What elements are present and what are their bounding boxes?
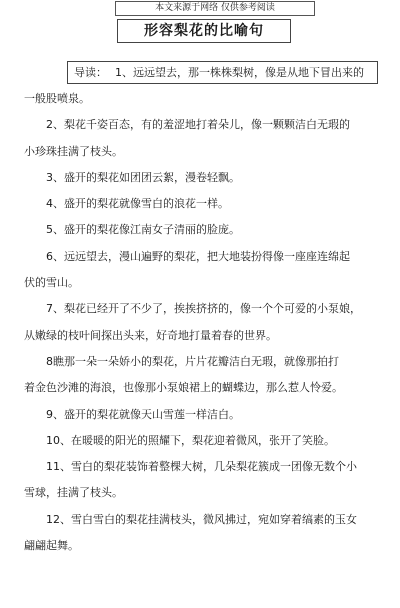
text-line: 伏的雪山。 bbox=[24, 276, 79, 290]
guide-box bbox=[67, 61, 378, 84]
text-line: 9、盛开的梨花就像天山雪莲一样洁白。 bbox=[46, 407, 240, 421]
text-line: 7、梨花已经开了不少了，挨挨挤挤的，像一个个可爱的小泵娘， bbox=[46, 302, 361, 316]
guide-text: 1、远远望去，那一株株梨树，像是从地下冒出来的 bbox=[115, 66, 364, 79]
text-line: 8瞧那一朵一朵娇小的梨花，片片花瓣洁白无瑕，就像那拍打 bbox=[46, 354, 339, 368]
text-line: 2、梨花千姿百态，有的羞涩地打着朵儿，像一颗颗洁白无瑕的 bbox=[46, 118, 350, 132]
text-line: 12、雪白雪白的梨花挂满枝头，微风拂过，宛如穿着缟素的玉女 bbox=[46, 512, 357, 526]
text-line: 着金色沙滩的海浪，也像那小泵娘裙上的蝴蝶边，那么惹人怜爱。 bbox=[24, 381, 343, 395]
guide-label: 导读： bbox=[74, 66, 107, 79]
text-line: 4、盛开的梨花就像雪白的浪花一样。 bbox=[46, 197, 229, 211]
text-line: 一般股喷泉。 bbox=[24, 92, 90, 105]
text-line: 从嫩绿的枝叶间探出头来，好奇地打量着春的世界。 bbox=[24, 328, 277, 342]
body-text bbox=[24, 86, 376, 559]
text-line: 5、盛开的梨花像江南女子清丽的脸庞。 bbox=[46, 223, 240, 237]
page-title: 形容梨花的比喻句 bbox=[117, 19, 291, 43]
text-line: 11、雪白的梨花装饰着整棵大树，几朵梨花簇成一团像无数个小 bbox=[46, 460, 357, 474]
text-line: 10、在暖暖的阳光的照耀下，梨花迎着微风，张开了笑脸。 bbox=[46, 433, 335, 447]
source-notice: 本文来源于网络 仅供参考阅读 bbox=[115, 1, 315, 16]
text-line: 翩翩起舞。 bbox=[24, 539, 79, 553]
text-line: 雪球，挂满了枝头。 bbox=[24, 486, 123, 500]
text-line: 6、远远望去，漫山遍野的梨花，把大地装扮得像一座座连绵起 bbox=[46, 249, 350, 263]
text-line: 小珍珠挂满了枝头。 bbox=[24, 144, 123, 158]
text-line: 3、盛开的梨花如团团云絮，漫卷轻飘。 bbox=[46, 170, 240, 184]
